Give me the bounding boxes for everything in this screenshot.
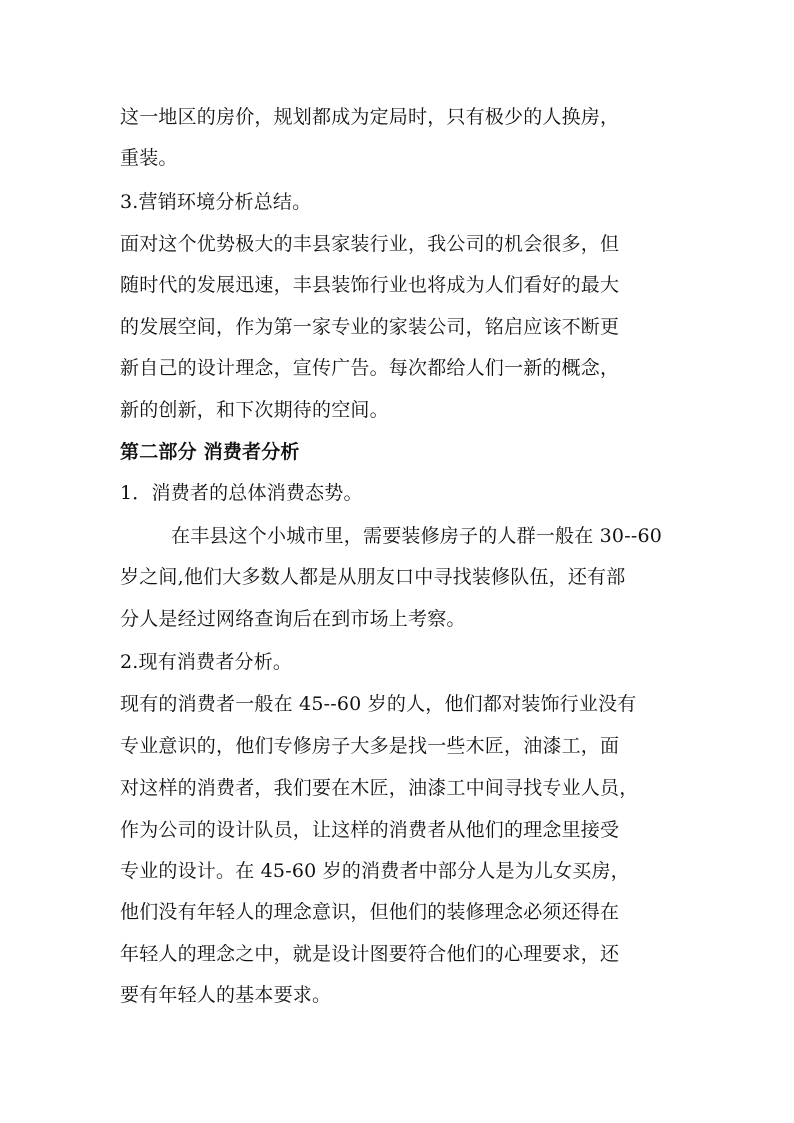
body-text-line: 岁之间,他们大多数人都是从朋友口中寻找装修队伍，还有部 [120,566,626,588]
body-text-line: 重装。 [120,147,178,169]
part-heading: 第二部分 消费者分析 [120,441,300,463]
body-text-line: 专业的设计。在 45-60 岁的消费者中部分人是为儿女买房， [120,860,630,882]
body-text-line: 要有年轻人的基本要求。 [120,984,332,1006]
body-text-line: 现有的消费者一般在 45--60 岁的人，他们都对装饰行业没有 [120,693,637,715]
body-text-line: 新自己的设计理念，宣传广告。每次都给人们一新的概念， [120,357,620,379]
body-text-line: 在丰县这个小城市里，需要装修房子的人群一般在 30--60 [171,525,663,547]
body-text-line: 随时代的发展迅速，丰县装饰行业也将成为人们看好的最大 [120,274,620,296]
body-text-line: 他们没有年轻人的理念意识，但他们的装修理念必须还得在 [120,901,620,923]
body-text-line: 年轻人的理念之中，就是设计图要符合他们的心理要求，还 [120,943,620,965]
body-text-line: 面对这个优势极大的丰县家装行业，我公司的机会很多，但 [120,233,620,255]
body-text-line: 的发展空间，作为第一家专业的家装公司，铭启应该不断更 [120,316,620,338]
body-text-line: 对这样的消费者，我们要在木匠，油漆工中间寻找专业人员， [120,777,639,799]
body-text-line: 作为公司的设计队员，让这样的消费者从他们的理念里接受 [120,819,620,841]
body-text-line: 这一地区的房价，规划都成为定局时，只有极少的人换房， [120,106,620,128]
section-subheading: 2.现有消费者分析。 [120,651,293,673]
section-subheading: 3.营销环境分析总结。 [120,191,312,213]
body-text-line: 新的创新，和下次期待的空间。 [120,399,389,421]
body-text-line: 专业意识的，他们专修房子大多是找一些木匠，油漆工，面 [120,735,620,757]
body-text-line: 分人是经过网络查询后在到市场上考察。 [120,608,466,630]
section-subheading: 1．消费者的总体消费态势。 [120,482,363,504]
